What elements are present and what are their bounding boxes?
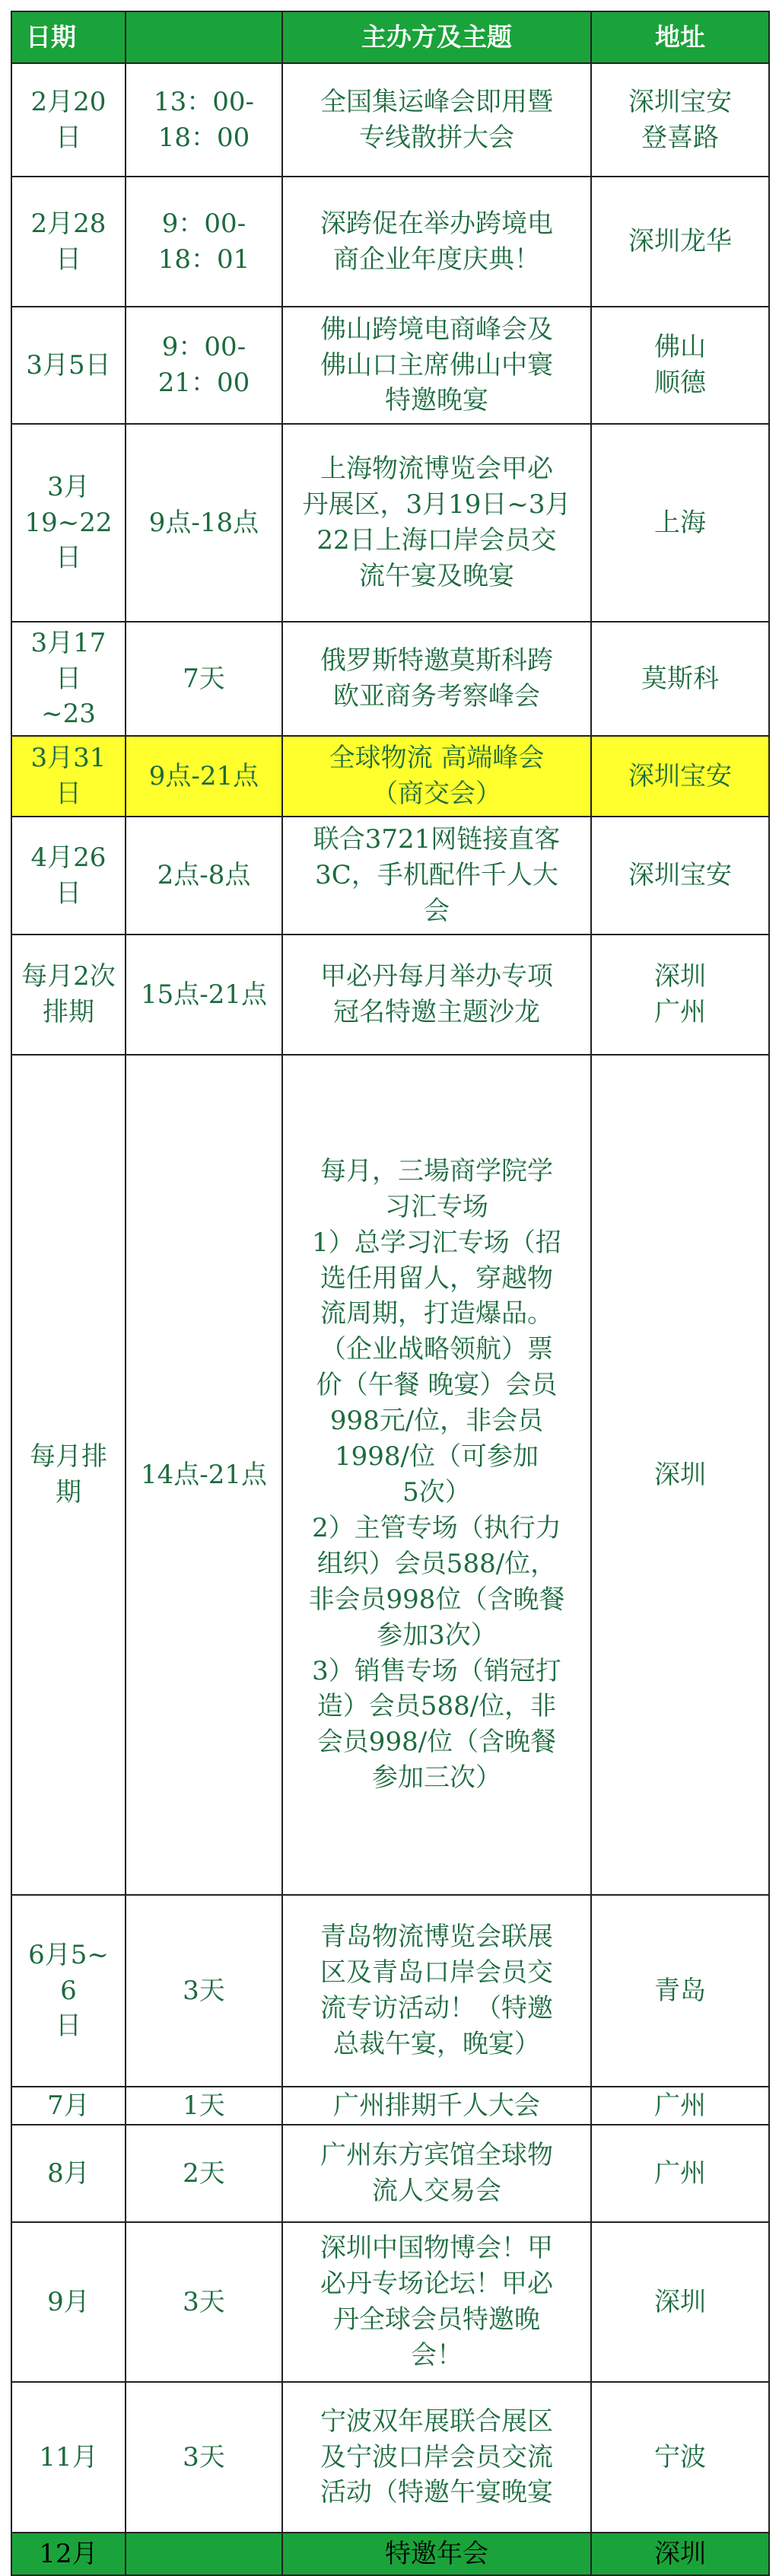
cell-date: 3月5日 xyxy=(11,307,126,424)
cell-time: 13：00- 18：00 xyxy=(126,63,282,177)
cell-topic: 全国集运峰会即用暨 专线散拼大会 xyxy=(282,63,591,177)
table-row xyxy=(11,2222,769,2382)
cell-topic: 深跨促在举办跨境电 商企业年度庆典！ xyxy=(282,177,591,307)
table-row xyxy=(11,2382,769,2533)
cell-location: 深圳宝安 登喜路 xyxy=(591,63,769,177)
table-row xyxy=(11,622,769,736)
table-row xyxy=(11,1055,769,1895)
cell-location: 上海 xyxy=(591,424,769,622)
cell-topic: 宁波双年展联合展区 及宁波口岸会员交流 活动（特邀午宴晚宴 xyxy=(282,2382,591,2533)
cell-time: 9点-18点 xyxy=(126,424,282,622)
cell-topic: 俄罗斯特邀莫斯科跨 欧亚商务考察峰会 xyxy=(282,622,591,736)
table-row xyxy=(11,177,769,307)
header-topic: 主办方及主题 xyxy=(282,11,591,63)
cell-topic: 上海物流博览会甲必 丹展区，3月19日~3月 22日上海口岸会员交 流午宴及晚宴 xyxy=(282,424,591,622)
cell-date: 7月 xyxy=(11,2087,126,2125)
cell-date: 12月 xyxy=(11,2533,126,2575)
cell-time: 3天 xyxy=(126,2222,282,2382)
cell-date: 每月2次 排期 xyxy=(11,935,126,1055)
cell-time: 7天 xyxy=(126,622,282,736)
cell-location: 深圳 广州 xyxy=(591,935,769,1055)
cell-time: 9点-21点 xyxy=(126,736,282,817)
cell-date: 6月5~6 日 xyxy=(11,1895,126,2087)
cell-topic: 广州东方宾馆全球物 流人交易会 xyxy=(282,2125,591,2222)
cell-location: 深圳 xyxy=(591,2222,769,2382)
table-row xyxy=(11,307,769,424)
cell-time: 2天 xyxy=(126,2125,282,2222)
cell-time: 3天 xyxy=(126,1895,282,2087)
cell-location: 广州 xyxy=(591,2087,769,2125)
cell-location: 青岛 xyxy=(591,1895,769,2087)
cell-date: 11月 xyxy=(11,2382,126,2533)
cell-time: 2点-8点 xyxy=(126,817,282,935)
table-row xyxy=(11,2125,769,2222)
cell-topic: 全球物流 高端峰会 （商交会） xyxy=(282,736,591,817)
table-header-row xyxy=(11,11,769,63)
cell-location: 深圳 xyxy=(591,2533,769,2575)
table-row xyxy=(11,935,769,1055)
cell-time: 15点-21点 xyxy=(126,935,282,1055)
event-schedule-table xyxy=(11,11,770,2576)
cell-date: 2月20日 xyxy=(11,63,126,177)
table-body xyxy=(11,63,769,2575)
cell-location: 佛山 顺德 xyxy=(591,307,769,424)
cell-topic: 广州排期千人大会 xyxy=(282,2087,591,2125)
cell-topic: 联合3721网链接直客 3C，手机配件千人大 会 xyxy=(282,817,591,935)
cell-location: 广州 xyxy=(591,2125,769,2222)
cell-topic: 青岛物流博览会联展 区及青岛口岸会员交 流专访活动！（特邀 总裁午宴，晚宴） xyxy=(282,1895,591,2087)
table-row xyxy=(11,2533,769,2575)
cell-time: 3天 xyxy=(126,2382,282,2533)
cell-location: 深圳 xyxy=(591,1055,769,1895)
cell-date: 每月排 期 xyxy=(11,1055,126,1895)
cell-date: 3月31日 xyxy=(11,736,126,817)
cell-location: 深圳宝安 xyxy=(591,817,769,935)
cell-date: 9月 xyxy=(11,2222,126,2382)
cell-location: 深圳宝安 xyxy=(591,736,769,817)
cell-topic: 每月，三場商学院学 习汇专场 1）总学习汇专场（招 选任用留人，穿越物 流周期，打造爆品。 （企业战略领航）票 价（午餐 晚宴）会员 998元/位，非会员 1998/位（可参加 5次） 2）主管专场（执行力 组织）会员588/位， 非会员998位（含晚餐 参加3次） 3）销售专场（销冠打 造）会员588/位，非 会员998/位（含晚餐 参加三次） xyxy=(282,1055,591,1895)
cell-topic: 特邀年会 xyxy=(282,2533,591,2575)
cell-topic: 佛山跨境电商峰会及 佛山口主席佛山中寰 特邀晚宴 xyxy=(282,307,591,424)
header-date: 日期 xyxy=(11,11,126,63)
cell-topic: 甲必丹每月举办专项 冠名特邀主题沙龙 xyxy=(282,935,591,1055)
table-row xyxy=(11,736,769,817)
table-row xyxy=(11,63,769,177)
cell-date: 3月 19~22日 xyxy=(11,424,126,622)
table-row xyxy=(11,1895,769,2087)
cell-date: 2月28日 xyxy=(11,177,126,307)
cell-location: 深圳龙华 xyxy=(591,177,769,307)
cell-date: 8月 xyxy=(11,2125,126,2222)
cell-time: 9：00- 21：00 xyxy=(126,307,282,424)
cell-time: 9：00- 18：01 xyxy=(126,177,282,307)
header-time xyxy=(126,11,282,63)
table-row xyxy=(11,424,769,622)
cell-location: 莫斯科 xyxy=(591,622,769,736)
cell-date: 3月17日 ~23 xyxy=(11,622,126,736)
header-location: 地址 xyxy=(591,11,769,63)
cell-time xyxy=(126,2533,282,2575)
cell-topic: 深圳中国物博会！甲 必丹专场论坛！甲必 丹全球会员特邀晚 会！ xyxy=(282,2222,591,2382)
cell-time: 14点-21点 xyxy=(126,1055,282,1895)
table-row xyxy=(11,817,769,935)
cell-location: 宁波 xyxy=(591,2382,769,2533)
table-row xyxy=(11,2087,769,2125)
cell-time: 1天 xyxy=(126,2087,282,2125)
cell-date: 4月26日 xyxy=(11,817,126,935)
